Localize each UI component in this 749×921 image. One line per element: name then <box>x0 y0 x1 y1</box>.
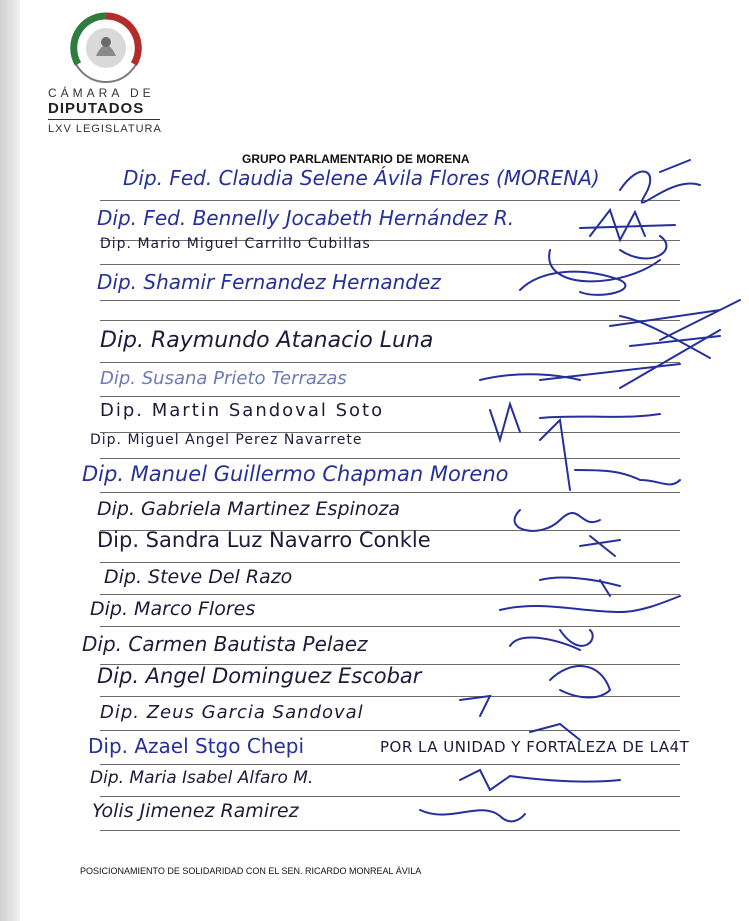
group-title: GRUPO PARLAMENTARIO DE MORENA <box>242 152 470 166</box>
signature-mark <box>515 510 600 531</box>
document-page <box>20 0 749 921</box>
signature-mark <box>510 630 593 650</box>
signature-mark <box>480 330 720 388</box>
signatory-name: Dip. Fed. Bennelly Jocabeth Hernández R. <box>97 206 515 230</box>
signatory-name: Dip. Azael Stgo Chepi <box>88 734 305 758</box>
signatory-name: Dip. Manuel Guillermo Chapman Moreno <box>82 462 509 486</box>
solidarity-note: POR LA UNIDAD Y FORTALEZA DE LA4T <box>380 738 690 756</box>
signatory-name: Dip. Fed. Claudia Selene Ávila Flores (MORENA) <box>123 166 600 190</box>
footer-caption: POSICIONAMIENTO DE SOLIDARIDAD CON EL SEN. RICARDO MONREAL ÁVILA <box>80 866 422 876</box>
signature-mark <box>610 300 740 358</box>
signature-mark <box>460 770 620 790</box>
signatory-name: Dip. Maria Isabel Alfaro M. <box>90 768 314 788</box>
signatory-name: Dip. Marco Flores <box>90 598 256 620</box>
signature-mark <box>460 696 490 716</box>
signature-mark <box>550 666 610 697</box>
signatory-name: Dip. Sandra Luz Navarro Conkle <box>97 528 431 552</box>
signature-mark <box>500 596 680 612</box>
signature-mark <box>530 724 580 740</box>
signatory-name: Dip. Shamir Fernandez Hernandez <box>97 270 441 294</box>
signatory-name: Dip. Raymundo Atanacio Luna <box>100 328 434 353</box>
signature-mark <box>520 272 625 295</box>
institution-name-line2: DIPUTADOS <box>48 100 145 117</box>
signatory-name: Dip. Miguel Angel Perez Navarrete <box>90 432 363 448</box>
institution-name-line1: CÁMARA DE <box>48 86 155 100</box>
signatory-name: Dip. Susana Prieto Terrazas <box>100 368 347 389</box>
signatory-name: Dip. Carmen Bautista Pelaez <box>82 632 368 656</box>
signatory-name: Dip. Angel Dominguez Escobar <box>97 664 422 688</box>
signature-mark <box>420 810 525 821</box>
signatory-name: Yolis Jimenez Ramirez <box>92 800 299 822</box>
signatory-name: Dip. Mario Miguel Carrillo Cubillas <box>100 236 371 252</box>
signature-mark <box>549 236 666 281</box>
signature-scribbles <box>20 0 749 921</box>
signature-mark <box>490 404 660 440</box>
signature-mark <box>620 160 700 203</box>
signature-mark <box>540 420 680 490</box>
signatory-name: Dip. Martin Sandoval Soto <box>100 400 385 421</box>
page-edge-shadow <box>0 0 20 921</box>
signature-mark <box>580 536 620 556</box>
institution-legislature: LXV LEGISLATURA <box>48 123 162 135</box>
signatory-name: Dip. Zeus Garcia Sandoval <box>100 702 364 723</box>
signatory-name: Dip. Gabriela Martinez Espinoza <box>97 498 401 520</box>
signatory-name: Dip. Steve Del Razo <box>104 566 293 588</box>
signature-mark <box>540 578 620 596</box>
